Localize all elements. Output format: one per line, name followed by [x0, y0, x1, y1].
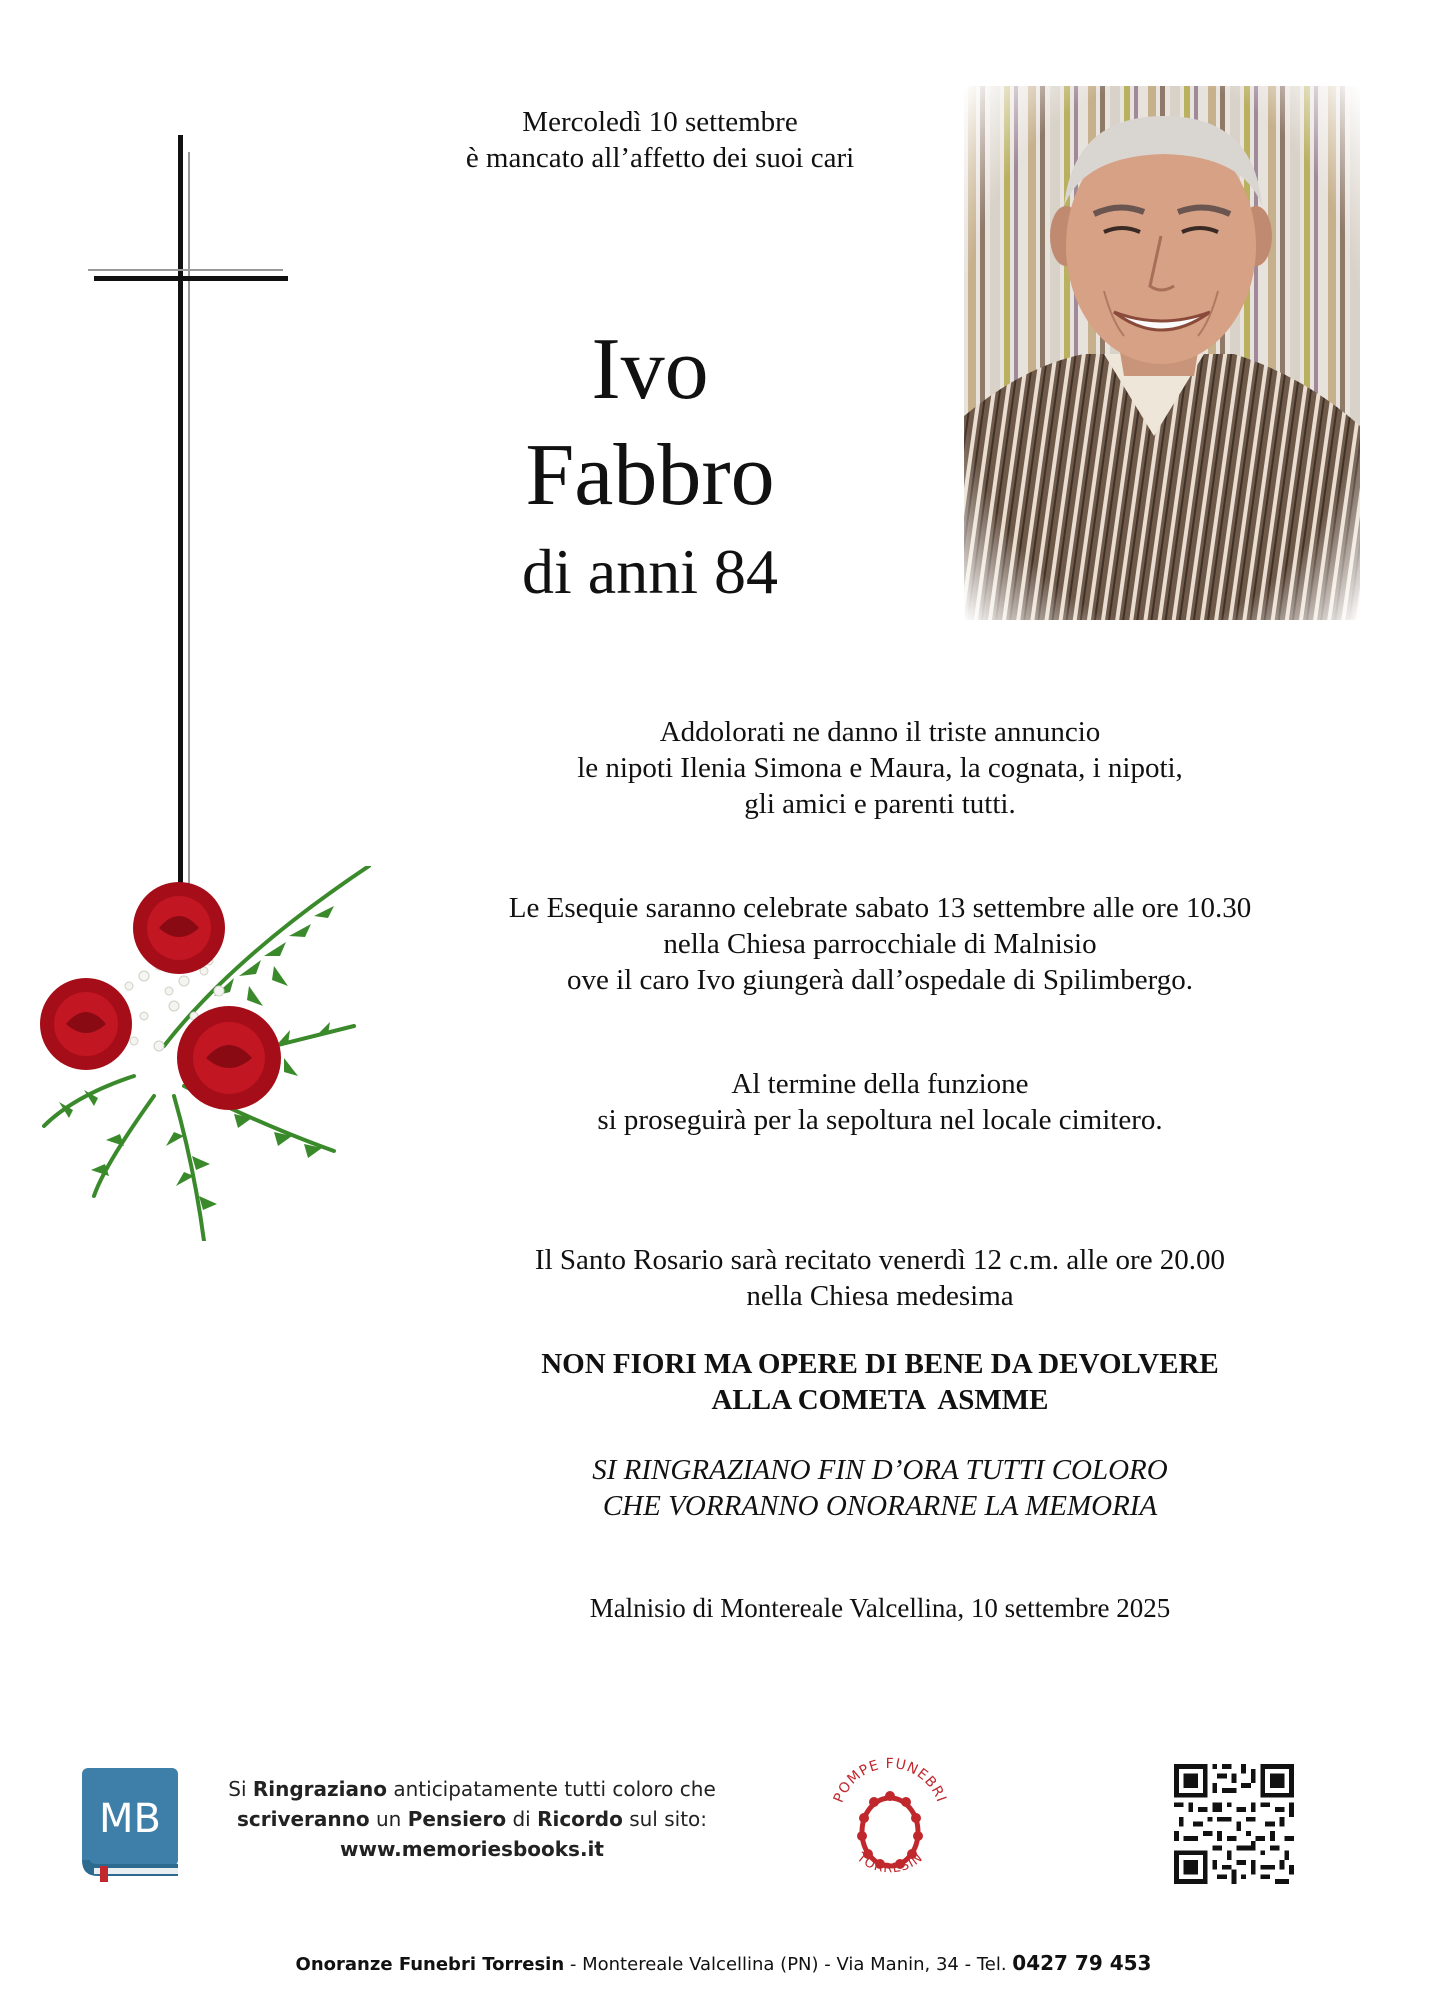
donation-line: ALLA COMETA ASMME [711, 1384, 1049, 1416]
header-line-message: è mancato all’affetto dei suoi cari [465, 142, 855, 174]
announcement-line: le nipoti Ilenia Simona e Maura, la cognata, i nipoti, [577, 752, 1183, 784]
thanks-italic-line: CHE VORRANNO ONORARNE LA MEMORIA [602, 1490, 1158, 1522]
funeral-line: Le Esequie saranno celebrate sabato 13 settembre alle ore 10.30 [508, 892, 1252, 924]
announcement-line: Addolorati ne danno il triste annuncio [659, 716, 1101, 748]
place-date: Malnisio di Montereale Valcellina, 10 settembre 2025 [589, 1593, 1171, 1623]
thanks-text: Pensiero [407, 1807, 507, 1831]
rosary-line: Il Santo Rosario sarà recitato venerdì 12 c.m. alle ore 20.00 [534, 1244, 1226, 1276]
funeral-line: ove il caro Ivo giungerà dall’ospedale di Spilimbergo. [566, 964, 1194, 996]
thanks-text: un [369, 1807, 408, 1831]
rosary-line: nella Chiesa medesima [746, 1280, 1014, 1312]
last-name: Fabbro [525, 427, 775, 524]
burial-line: Al termine della funzione [731, 1068, 1029, 1100]
pf-logo-top-text: POMPE FUNEBRI [830, 1756, 950, 1805]
pompe-funebri-torresin-logo [820, 1740, 960, 1896]
funeral-home-address-text: - Montereale Valcellina (PN) - Via Manin, 34 - Tel. [564, 1954, 1013, 1975]
memoriesbooks-logo [80, 1768, 180, 1882]
svg-text:TORRESIN [853, 1850, 926, 1877]
qr-code-icon[interactable] [1174, 1764, 1294, 1884]
thanks-text: Ricordo [537, 1807, 623, 1831]
thanks-text: scriveranno [236, 1807, 370, 1831]
header-line-date: Mercoledì 10 settembre [522, 106, 798, 138]
burial-paragraph [460, 1066, 1300, 1138]
donation-notice [440, 1346, 1320, 1418]
mb-logo-text: MB [99, 1796, 161, 1842]
funeral-home-name: Onoranze Funebri Torresin [295, 1954, 565, 1975]
thanks-text: di [506, 1807, 538, 1831]
rose-bouquet-image [34, 866, 374, 1241]
thanks-italic [440, 1452, 1320, 1524]
pf-logo-bottom-text: TORRESIN [853, 1850, 927, 1877]
donation-line: NON FIORI MA OPERE DI BENE DA DEVOLVERE [541, 1348, 1219, 1380]
funeral-home-address [200, 1950, 1247, 1978]
age-text: di anni 84 [522, 536, 778, 607]
first-name: Ivo [591, 321, 709, 418]
burial-line: si proseguirà per la sepoltura nel locale cimitero. [597, 1104, 1163, 1136]
website-link[interactable]: www.memoriesbooks.it [340, 1837, 604, 1861]
thanks-text: anticipatamente tutti coloro che [387, 1777, 716, 1801]
funeral-line: nella Chiesa parrocchiale di Malnisio [663, 928, 1097, 960]
thanks-text: Ringraziano [252, 1777, 387, 1801]
thanks-text: sul sito: [622, 1807, 708, 1831]
website-thanks-text [212, 1774, 732, 1864]
rosary-paragraph [440, 1242, 1320, 1314]
funeral-paragraph [420, 890, 1340, 998]
thanks-text: Si [228, 1777, 253, 1801]
thanks-italic-line: SI RINGRAZIANO FIN D’ORA TUTTI COLORO [592, 1454, 1168, 1486]
announcement-line: gli amici e parenti tutti. [744, 788, 1016, 820]
announcement-paragraph [440, 714, 1320, 822]
funeral-home-phone[interactable]: 0427 79 453 [1012, 1951, 1152, 1975]
header-text [380, 104, 940, 176]
portrait-photo [964, 86, 1360, 620]
